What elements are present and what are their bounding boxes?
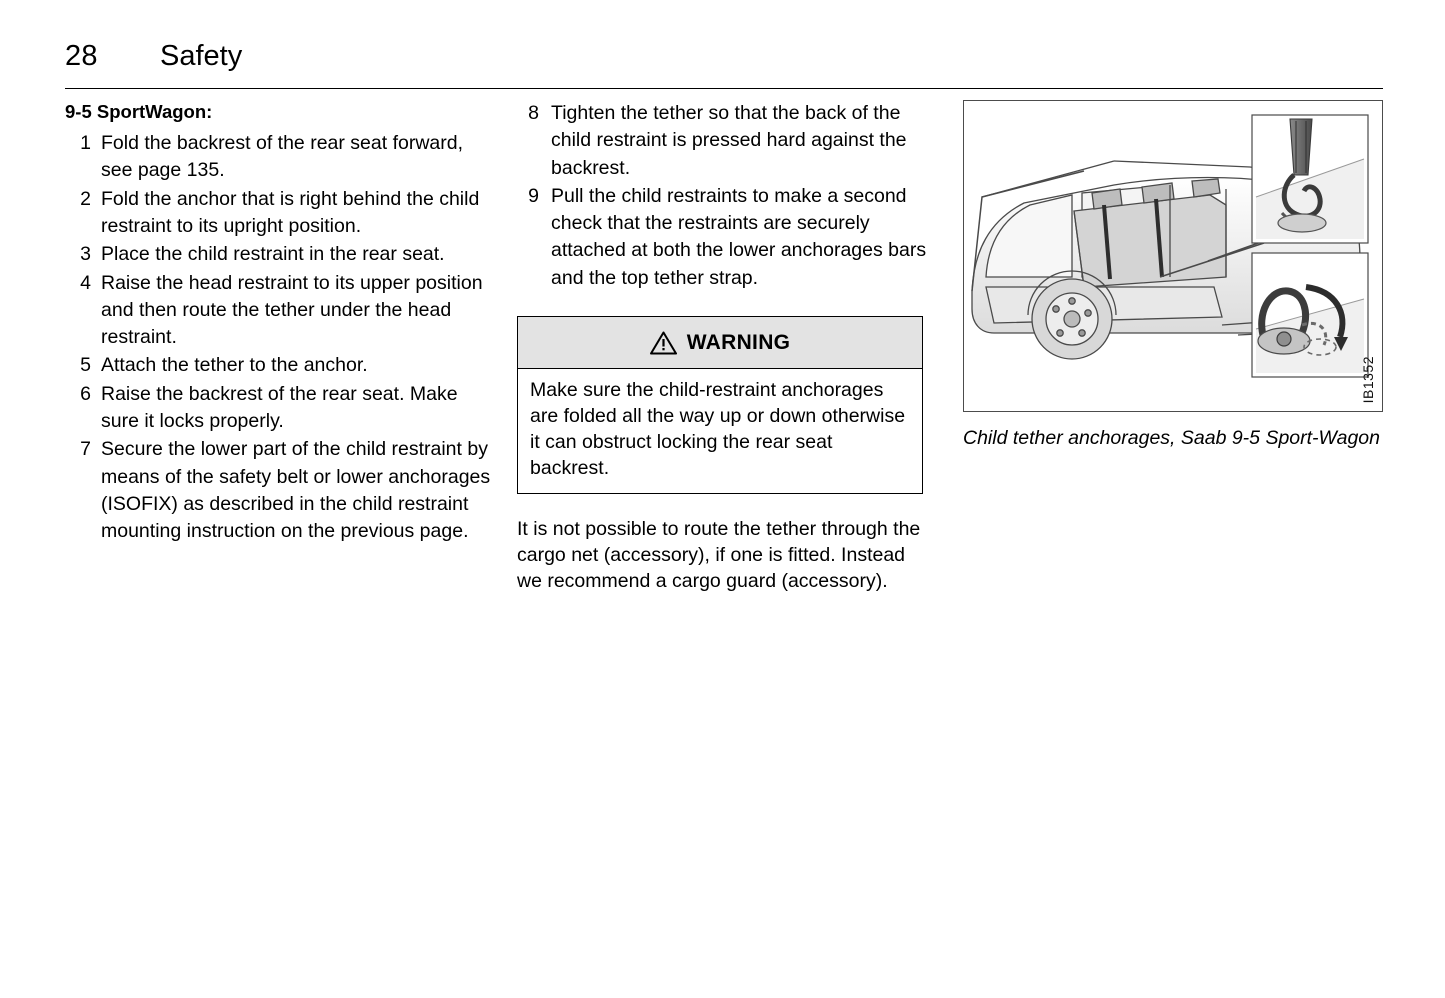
list-item-number: 6	[80, 382, 91, 405]
instruction-list-middle	[517, 100, 929, 292]
page-title: Safety	[160, 40, 243, 72]
list-item-text: Place the child restraint in the rear seat.	[101, 243, 445, 266]
list-item-text: Pull the child restraints to make a second check that the restraints are securely attached at both the lower anchorages bars and the top tether strap.	[551, 184, 927, 289]
header-divider	[65, 88, 1383, 89]
list-item	[65, 436, 495, 545]
warning-title: WARNING	[686, 330, 791, 354]
list-item-number: 8	[528, 102, 539, 124]
note-text: It is not possible to route the tether through the cargo net (accessory), if one is fitted. Instead we recommend a cargo guard (accessory).	[517, 517, 921, 593]
list-item	[65, 270, 495, 352]
list-item-text: Raise the backrest of the rear seat. Make sure it locks properly.	[101, 382, 458, 433]
warning-triangle-icon	[650, 331, 677, 355]
list-item-text: Secure the lower part of the child restraint by means of the safety belt or lower anchorages (ISOFIX) as described in the child restraint mounting instruction on the previous page.	[101, 438, 491, 543]
list-item-number: 2	[80, 187, 91, 210]
instruction-list-left	[65, 130, 495, 545]
list-item-text: Fold the anchor that is right behind the child restraint to its upright position.	[101, 187, 480, 237]
figure-child-tether-anchorages	[963, 100, 1383, 412]
list-item	[65, 381, 495, 436]
section-heading: 9-5 SportWagon:	[65, 101, 213, 122]
column-middle	[517, 100, 929, 595]
list-item	[65, 241, 495, 268]
figure-id-label: IB1352	[1360, 355, 1376, 403]
list-item-number: 4	[80, 271, 91, 294]
list-item-number: 9	[528, 184, 539, 207]
list-item	[65, 186, 495, 241]
warning-body: Make sure the child-restraint anchorages are folded all the way up or down otherwise it can obstruct locking the rear seat backrest.	[530, 379, 906, 479]
list-item	[65, 352, 495, 379]
warning-box	[517, 316, 923, 494]
list-item-text: Fold the backrest of the rear seat forward, see page 135.	[101, 132, 464, 182]
warning-header	[518, 317, 922, 369]
list-item-text: Tighten the tether so that the back of the child restraint is pressed hard against the backrest.	[551, 102, 907, 179]
list-item	[65, 130, 495, 185]
list-item-text: Attach the tether to the anchor.	[101, 354, 368, 377]
column-left	[65, 100, 495, 547]
list-item-number: 1	[80, 132, 91, 155]
list-item-number: 7	[80, 438, 91, 461]
column-right	[963, 100, 1383, 452]
list-item	[517, 100, 929, 182]
list-item-number: 5	[80, 354, 91, 377]
list-item-text: Raise the head restraint to its upper position and then route the tether under the head restraint.	[101, 271, 483, 349]
list-item	[517, 183, 929, 292]
page-header	[65, 40, 1383, 88]
page-number: 28	[65, 40, 98, 72]
list-item-number: 3	[80, 243, 91, 266]
figure-illustration	[964, 101, 1382, 411]
figure-caption: Child tether anchorages, Saab 9-5 Sport-Wagon	[963, 427, 1380, 449]
